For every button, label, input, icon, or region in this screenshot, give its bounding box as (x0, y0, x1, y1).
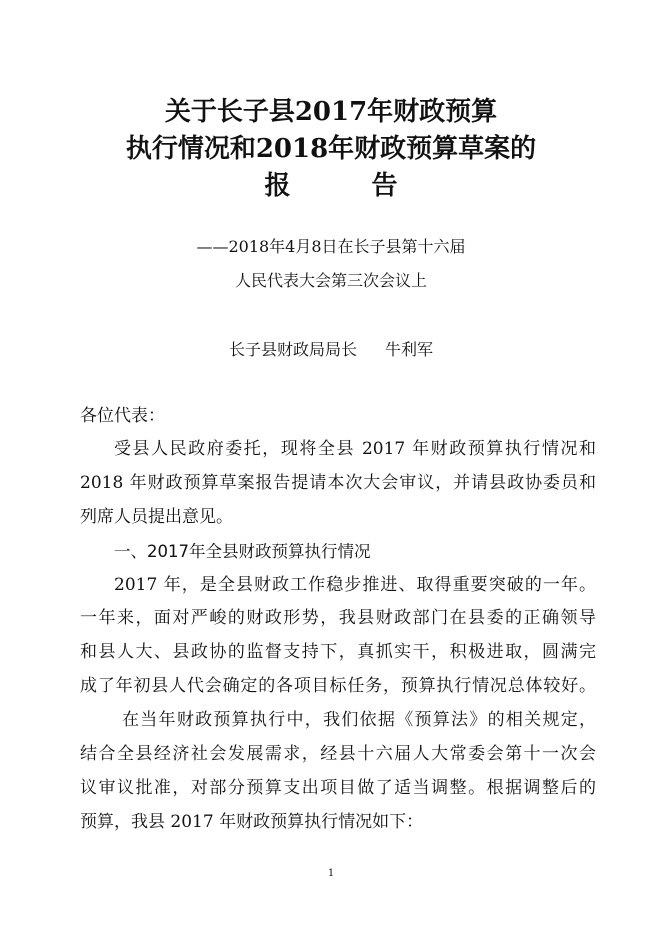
body-line-6: 一年来，面对严峻的财政形势，我县财政部门在县委的正确领导 (80, 608, 596, 628)
body-line-9: 在当年财政预算执行中，我们依据《预算法》的相关规定， (122, 710, 596, 730)
author-name: 牛利军 (385, 340, 434, 359)
body-line-2: 2018 年财政预算草案报告提请本次大会审议，并请县政协委员和 (80, 473, 596, 493)
section-heading: 一、2017年全县财政预算执行情况 (114, 542, 371, 561)
body-line-5: 2017 年，是全县财政工作稳步推进、取得重要突破的一年。 (114, 575, 596, 595)
report-title-line-3 (0, 171, 662, 201)
report-title-word: 报 告 (264, 171, 434, 201)
report-title-line-1: 关于长子县2017年财政预算 (164, 97, 498, 127)
body-line-7: 和县人大、县政协的监督支持下，真抓实干，积极进取，圆满完 (80, 642, 596, 662)
body-line-8: 成了年初县人代会确定的各项目标任务，预算执行情况总体较好。 (80, 676, 596, 696)
subtitle-line-2: 人民代表大会第三次会议上 (234, 271, 427, 290)
body-line-10: 结合全县经济社会发展需求，经县十六届人大常委会第十一次会 (80, 744, 596, 764)
author-title: 长子县财政局局长 (228, 340, 357, 359)
body-line-12: 预算，我县 2017 年财政预算执行情况如下： (80, 812, 424, 832)
report-title-line-2: 执行情况和2018年财政预算草案的 (125, 134, 537, 164)
body-line-11: 议审议批准，对部分预算支出项目做了适当调整。根据调整后的 (80, 778, 596, 798)
body-line-1: 受县人民政府委托，现将全县 2017 年财政预算执行情况和 (114, 439, 596, 459)
body-line-3: 列席人员提出意见。 (80, 507, 233, 527)
salutation: 各位代表： (80, 406, 165, 426)
page-number: 1 (327, 868, 335, 879)
author-line (0, 340, 662, 360)
subtitle-line-1: ——2018年4月8日在长子县第十六届 (196, 237, 466, 256)
